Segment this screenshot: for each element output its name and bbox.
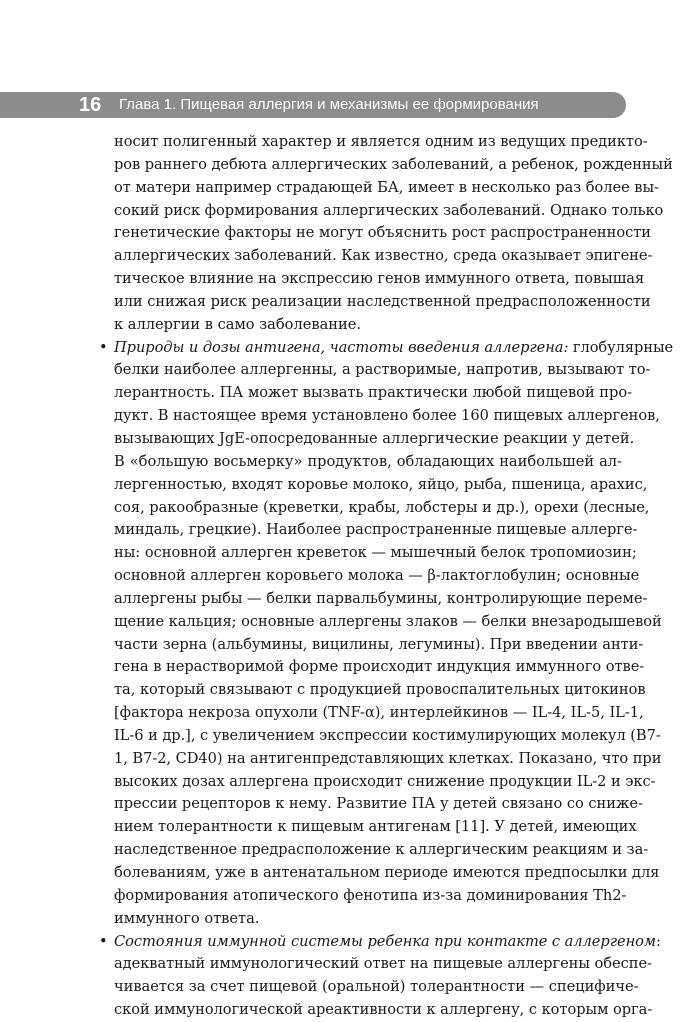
text-line: миндаль, грецкие). Наиболее распространенные пищевые аллерге- xyxy=(114,521,638,539)
text-line: белки наиболее аллергенны, а растворимые, напротив, вызывают то- xyxy=(114,361,651,379)
text-line: ской иммунологической ареактивности к аллергену, с которым орга- xyxy=(114,1001,653,1019)
text-line: болеваниям, уже в антенатальном периоде имеются предпосылки для xyxy=(114,864,660,881)
text-line: вызывающих JgE-опосредованные аллергические реакции у детей. xyxy=(114,429,635,447)
bullet-icon: • xyxy=(99,338,108,356)
text-line: адекватный иммунологический ответ на пищевые аллергены обеспе- xyxy=(114,955,652,973)
text-line: В «большую восьмерку» продуктов, обладающих наибольшей ал- xyxy=(114,452,622,470)
bullet-heading: Природы и дозы антигена, частоты введения аллергена: xyxy=(114,338,569,356)
text-line: основной аллерген коровьего молока — β-лактоглобулин; основные xyxy=(114,567,640,585)
text-line: или снижая риск реализации наследственной предрасположенности xyxy=(114,292,651,310)
text-line: прессии рецепторов к нему. Развитие ПА у детей связано со сниже- xyxy=(114,795,643,813)
page-number: 16 xyxy=(79,94,102,116)
chapter-title: Глава 1. Пищевая аллергия и механизмы ее формирования xyxy=(119,96,539,113)
text-line: 1, B7-2, CD40) на антигенпредставляющих клетках. Показано, что при xyxy=(114,749,662,767)
text-line: [фактора некроза опухоли (TNF-α), интерлейкинов — IL-4, IL-5, IL-1, xyxy=(114,704,644,722)
text-line: иммунного ответа. xyxy=(114,909,260,927)
text-line: наследственное предрасположение к аллергическим реакциям и за- xyxy=(114,841,649,859)
text-line: формирования атопического фенотипа из-за доминирования Th2- xyxy=(114,886,627,904)
text-line: IL-6 и др.], с увеличением экспрессии костимулирующих молекул (B7- xyxy=(114,726,661,744)
text-line: лерантность. ПА может вызвать практически любой пищевой про- xyxy=(114,384,633,402)
body-text xyxy=(99,131,674,1022)
text-line: гена в нерастворимой форме происходит индукция иммунного отве- xyxy=(114,658,645,676)
bullet-item-immune-state xyxy=(99,931,661,954)
text-line: тическое влияние на экспрессию генов иммунного ответа, повышая xyxy=(114,270,645,288)
bullet-item-antigen xyxy=(99,337,674,360)
text-line: аллергены рыбы — белки парвальбумины, контролирующие переме- xyxy=(114,589,648,607)
text-line: дукт. В настоящее время установлено более 160 пищевых аллергенов, xyxy=(114,407,660,425)
text-line: чивается за счет пищевой (оральной) толерантности — специфиче- xyxy=(114,978,639,996)
text-line: генетические факторы не могут объяснить рост распространенности xyxy=(114,224,651,242)
chapter-header-bar xyxy=(0,92,626,118)
bullet-heading: Состояния иммунной системы ребенка при контакте с аллергеном xyxy=(114,932,656,950)
text-line: части зерна (альбумины, вицилины, легумины). При введении анти- xyxy=(114,635,644,653)
text-line: ров раннего дебюта аллергических заболеваний, а ребенок, рожденный xyxy=(114,155,673,173)
bullet-icon: • xyxy=(99,932,108,950)
text-line: аллергических заболеваний. Как известно, среда оказывает эпигене- xyxy=(114,247,653,265)
text-line: лергенностью, входят коровье молоко, яйцо, рыба, пшеница, арахис, xyxy=(114,475,648,493)
text-line: сокий риск формирования аллергических заболеваний. Однако только xyxy=(114,201,664,219)
text-line: от матери например страдающей БА, имеет в несколько раз более вы- xyxy=(114,178,659,196)
text-line: та, который связывают с продукцией провоспалительных цитокинов xyxy=(114,681,646,699)
text-line: высоких дозах аллергена происходит снижение продукции IL-2 и экс- xyxy=(114,772,656,790)
text-line: щение кальция; основные аллергены злаков — белки внезародышевой xyxy=(114,612,662,630)
text-line: нием толерантности к пищевым антигенам [11]. У детей, имеющих xyxy=(114,818,637,836)
text-fragment: глобулярные xyxy=(568,338,674,356)
text-fragment: : xyxy=(655,932,661,950)
text-line: к аллергии в само заболевание. xyxy=(114,315,362,333)
text-line: соя, ракообразные (креветки, крабы, лобстеры и др.), орехи (лесные, xyxy=(114,498,650,516)
text-line: носит полигенный характер и является одним из ведущих предикто- xyxy=(114,133,648,150)
text-line: ны: основной аллерген креветок — мышечный белок тропомиозин; xyxy=(114,544,637,562)
